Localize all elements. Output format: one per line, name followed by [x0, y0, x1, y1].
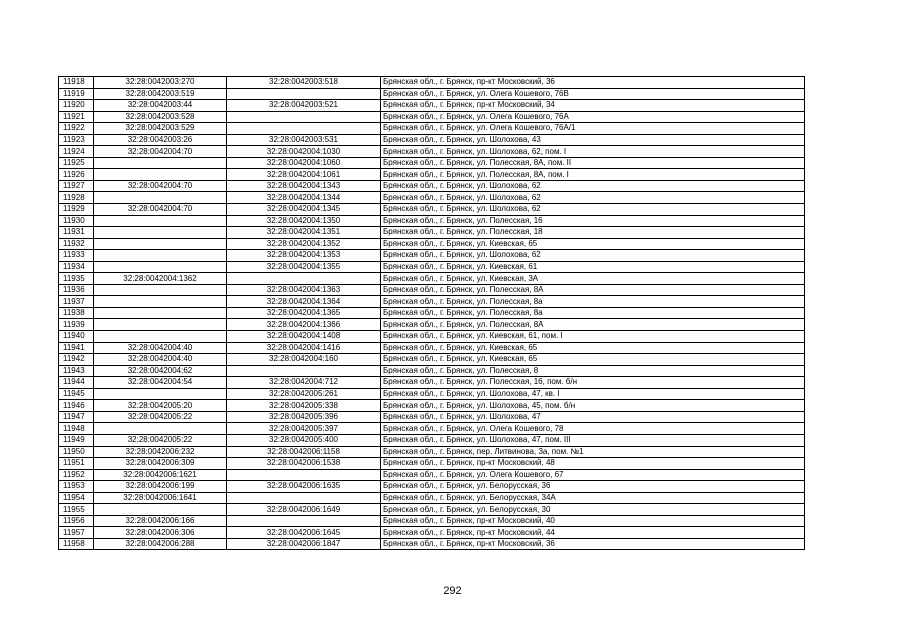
row-number-cell: 11921 [59, 111, 94, 123]
parcel-number-cell: 32:28:0042004:62 [94, 365, 227, 377]
row-number-cell: 11955 [59, 504, 94, 516]
parcel-number-cell [94, 250, 227, 262]
object-number-cell: 32:28:0042004:1344 [227, 192, 381, 204]
table-row [59, 365, 805, 377]
address-cell: Брянская обл., г. Брянск, ул. Белорусская, 34А [381, 492, 805, 504]
address-cell: Брянская обл., г. Брянск, ул. Полесская, 8А [381, 319, 805, 331]
row-number-cell: 11928 [59, 192, 94, 204]
table-row [59, 446, 805, 458]
object-number-cell: 32:28:0042005:396 [227, 411, 381, 423]
object-number-cell: 32:28:0042006:1649 [227, 504, 381, 516]
parcel-number-cell: 32:28:0042004:70 [94, 146, 227, 158]
parcel-number-cell: 32:28:0042006:232 [94, 446, 227, 458]
parcel-number-cell: 32:28:0042004:1362 [94, 273, 227, 285]
address-cell: Брянская обл., г. Брянск, ул. Шолохова, 45, пом. б/н [381, 400, 805, 412]
object-number-cell: 32:28:0042003:518 [227, 77, 381, 89]
object-number-cell [227, 492, 381, 504]
table-row [59, 273, 805, 285]
page-number: 292 [443, 585, 462, 597]
object-number-cell: 32:28:0042004:160 [227, 354, 381, 366]
row-number-cell: 11941 [59, 342, 94, 354]
table-row [59, 227, 805, 239]
object-number-cell [227, 515, 381, 527]
table-row [59, 492, 805, 504]
address-cell: Брянская обл., г. Брянск, ул. Киевская, 65 [381, 354, 805, 366]
address-cell: Брянская обл., г. Брянск, ул. Полесская, 8А, пом. I [381, 169, 805, 181]
address-cell: Брянская обл., г. Брянск, ул. Киевская, 65 [381, 238, 805, 250]
row-number-cell: 11925 [59, 157, 94, 169]
row-number-cell: 11943 [59, 365, 94, 377]
parcel-number-cell [94, 504, 227, 516]
table-row [59, 123, 805, 135]
table-row [59, 538, 805, 550]
table-row [59, 469, 805, 481]
address-cell: Брянская обл., г. Брянск, ул. Олега Кошевого, 76А [381, 111, 805, 123]
row-number-cell: 11927 [59, 180, 94, 192]
row-number-cell: 11937 [59, 296, 94, 308]
object-number-cell: 32:28:0042004:1030 [227, 146, 381, 158]
row-number-cell: 11931 [59, 227, 94, 239]
parcel-number-cell: 32:28:0042006:1621 [94, 469, 227, 481]
table-row [59, 377, 805, 389]
parcel-number-cell: 32:28:0042006:1641 [94, 492, 227, 504]
parcel-number-cell: 32:28:0042005:20 [94, 400, 227, 412]
table-row [59, 354, 805, 366]
row-number-cell: 11956 [59, 515, 94, 527]
table-row [59, 423, 805, 435]
object-number-cell: 32:28:0042004:1353 [227, 250, 381, 262]
table-row [59, 527, 805, 539]
parcel-number-cell [94, 319, 227, 331]
object-number-cell: 32:28:0042004:1366 [227, 319, 381, 331]
row-number-cell: 11932 [59, 238, 94, 250]
address-cell: Брянская обл., г. Брянск, ул. Шолохова, 62 [381, 192, 805, 204]
parcel-number-cell [94, 215, 227, 227]
address-cell: Брянская обл., г. Брянск, пр-кт Московский, 44 [381, 527, 805, 539]
parcel-number-cell: 32:28:0042004:40 [94, 354, 227, 366]
object-number-cell: 32:28:0042004:1355 [227, 261, 381, 273]
row-number-cell: 11952 [59, 469, 94, 481]
address-cell: Брянская обл., г. Брянск, ул. Белорусская, 30 [381, 504, 805, 516]
row-number-cell: 11942 [59, 354, 94, 366]
object-number-cell: 32:28:0042006:1158 [227, 446, 381, 458]
row-number-cell: 11949 [59, 434, 94, 446]
table-row [59, 77, 805, 89]
address-cell: Брянская обл., г. Брянск, ул. Киевская, 61 [381, 261, 805, 273]
parcel-number-cell: 32:28:0042006:306 [94, 527, 227, 539]
object-number-cell [227, 123, 381, 135]
row-number-cell: 11934 [59, 261, 94, 273]
object-number-cell [227, 469, 381, 481]
row-number-cell: 11954 [59, 492, 94, 504]
table-row [59, 284, 805, 296]
table-row [59, 111, 805, 123]
table-row [59, 296, 805, 308]
table-row [59, 204, 805, 216]
parcel-number-cell [94, 169, 227, 181]
object-number-cell: 32:28:0042006:1635 [227, 481, 381, 493]
row-number-cell: 11920 [59, 100, 94, 112]
address-cell: Брянская обл., г. Брянск, ул. Олега Кошевого, 78 [381, 423, 805, 435]
object-number-cell: 32:28:0042005:261 [227, 388, 381, 400]
object-number-cell: 32:28:0042004:1416 [227, 342, 381, 354]
address-cell: Брянская обл., г. Брянск, ул. Киевская, 61, пом. I [381, 331, 805, 343]
cadastral-table [58, 76, 805, 550]
row-number-cell: 11919 [59, 88, 94, 100]
address-cell: Брянская обл., г. Брянск, ул. Олега Кошевого, 67 [381, 469, 805, 481]
object-number-cell: 32:28:0042004:1365 [227, 307, 381, 319]
object-number-cell [227, 88, 381, 100]
address-cell: Брянская обл., г. Брянск, ул. Шолохова, 62 [381, 204, 805, 216]
table-row [59, 307, 805, 319]
table-row [59, 88, 805, 100]
address-cell: Брянская обл., г. Брянск, ул. Полесская, 8А, пом. II [381, 157, 805, 169]
address-cell: Брянская обл., г. Брянск, ул. Шолохова, 62 [381, 250, 805, 262]
address-cell: Брянская обл., г. Брянск, ул. Полесская, 8 [381, 365, 805, 377]
address-cell: Брянская обл., г. Брянск, ул. Олега Кошевого, 76А/1 [381, 123, 805, 135]
address-cell: Брянская обл., г. Брянск, ул. Олега Кошевого, 76В [381, 88, 805, 100]
row-number-cell: 11948 [59, 423, 94, 435]
parcel-number-cell [94, 261, 227, 273]
address-cell: Брянская обл., г. Брянск, ул. Полесская, 16 [381, 215, 805, 227]
parcel-number-cell: 32:28:0042003:528 [94, 111, 227, 123]
address-cell: Брянская обл., г. Брянск, ул. Шолохова, 47 [381, 411, 805, 423]
row-number-cell: 11924 [59, 146, 94, 158]
object-number-cell: 32:28:0042004:712 [227, 377, 381, 389]
object-number-cell: 32:28:0042005:397 [227, 423, 381, 435]
row-number-cell: 11930 [59, 215, 94, 227]
object-number-cell: 32:28:0042005:338 [227, 400, 381, 412]
parcel-number-cell: 32:28:0042004:70 [94, 180, 227, 192]
row-number-cell: 11922 [59, 123, 94, 135]
table-row [59, 319, 805, 331]
row-number-cell: 11957 [59, 527, 94, 539]
address-cell: Брянская обл., г. Брянск, ул. Белорусская, 36 [381, 481, 805, 493]
parcel-number-cell [94, 227, 227, 239]
address-cell: Брянская обл., г. Брянск, пр-кт Московский, 34 [381, 100, 805, 112]
address-cell: Брянская обл., г. Брянск, ул. Киевская, 65 [381, 342, 805, 354]
parcel-number-cell: 32:28:0042006:288 [94, 538, 227, 550]
address-cell: Брянская обл., г. Брянск, пр-кт Московский, 36 [381, 77, 805, 89]
table-row [59, 515, 805, 527]
table-row [59, 400, 805, 412]
table-row [59, 146, 805, 158]
table-row [59, 481, 805, 493]
parcel-number-cell: 32:28:0042003:26 [94, 134, 227, 146]
object-number-cell: 32:28:0042006:1847 [227, 538, 381, 550]
table-row [59, 504, 805, 516]
object-number-cell: 32:28:0042004:1345 [227, 204, 381, 216]
parcel-number-cell: 32:28:0042004:54 [94, 377, 227, 389]
cadastral-table-body [59, 77, 805, 550]
row-number-cell: 11935 [59, 273, 94, 285]
address-cell: Брянская обл., г. Брянск, ул. Полесская, 8а [381, 307, 805, 319]
table-row [59, 342, 805, 354]
parcel-number-cell: 32:28:0042006:309 [94, 458, 227, 470]
object-number-cell [227, 365, 381, 377]
address-cell: Брянская обл., г. Брянск, ул. Полесская, 18 [381, 227, 805, 239]
address-cell: Брянская обл., г. Брянск, ул. Шолохова, 47, пом. III [381, 434, 805, 446]
parcel-number-cell: 32:28:0042003:529 [94, 123, 227, 135]
table-row [59, 192, 805, 204]
object-number-cell: 32:28:0042006:1645 [227, 527, 381, 539]
table-row [59, 238, 805, 250]
parcel-number-cell [94, 157, 227, 169]
row-number-cell: 11946 [59, 400, 94, 412]
parcel-number-cell [94, 331, 227, 343]
object-number-cell: 32:28:0042004:1363 [227, 284, 381, 296]
object-number-cell: 32:28:0042005:400 [227, 434, 381, 446]
row-number-cell: 11945 [59, 388, 94, 400]
table-row [59, 411, 805, 423]
table-row [59, 134, 805, 146]
object-number-cell: 32:28:0042003:521 [227, 100, 381, 112]
address-cell: Брянская обл., г. Брянск, ул. Шолохова, 43 [381, 134, 805, 146]
address-cell: Брянская обл., г. Брянск, пр-кт Московский, 40 [381, 515, 805, 527]
address-cell: Брянская обл., г. Брянск, пер. Литвинова, 3а, пом. №1 [381, 446, 805, 458]
parcel-number-cell: 32:28:0042006:166 [94, 515, 227, 527]
table-row [59, 180, 805, 192]
object-number-cell: 32:28:0042004:1352 [227, 238, 381, 250]
table-row [59, 169, 805, 181]
table-row [59, 458, 805, 470]
address-cell: Брянская обл., г. Брянск, ул. Шолохова, 62 [381, 180, 805, 192]
parcel-number-cell: 32:28:0042005:22 [94, 434, 227, 446]
parcel-number-cell: 32:28:0042005:22 [94, 411, 227, 423]
object-number-cell: 32:28:0042004:1350 [227, 215, 381, 227]
object-number-cell [227, 273, 381, 285]
row-number-cell: 11944 [59, 377, 94, 389]
parcel-number-cell [94, 296, 227, 308]
address-cell: Брянская обл., г. Брянск, ул. Шолохова, 47, кв. I [381, 388, 805, 400]
row-number-cell: 11918 [59, 77, 94, 89]
object-number-cell: 32:28:0042004:1061 [227, 169, 381, 181]
row-number-cell: 11958 [59, 538, 94, 550]
table-row [59, 388, 805, 400]
table-row [59, 215, 805, 227]
table-row [59, 100, 805, 112]
parcel-number-cell: 32:28:0042003:270 [94, 77, 227, 89]
parcel-number-cell [94, 307, 227, 319]
table-row [59, 434, 805, 446]
parcel-number-cell [94, 423, 227, 435]
parcel-number-cell [94, 284, 227, 296]
row-number-cell: 11929 [59, 204, 94, 216]
row-number-cell: 11939 [59, 319, 94, 331]
parcel-number-cell: 32:28:0042004:40 [94, 342, 227, 354]
parcel-number-cell: 32:28:0042004:70 [94, 204, 227, 216]
object-number-cell: 32:28:0042004:1408 [227, 331, 381, 343]
address-cell: Брянская обл., г. Брянск, ул. Полесская, 8а [381, 296, 805, 308]
row-number-cell: 11950 [59, 446, 94, 458]
parcel-number-cell: 32:28:0042006:199 [94, 481, 227, 493]
object-number-cell: 32:28:0042004:1060 [227, 157, 381, 169]
table-row [59, 250, 805, 262]
row-number-cell: 11951 [59, 458, 94, 470]
table-row [59, 331, 805, 343]
address-cell: Брянская обл., г. Брянск, ул. Полесская, 16, пом. б/н [381, 377, 805, 389]
row-number-cell: 11936 [59, 284, 94, 296]
row-number-cell: 11940 [59, 331, 94, 343]
table-row [59, 261, 805, 273]
object-number-cell: 32:28:0042004:1343 [227, 180, 381, 192]
table-row [59, 157, 805, 169]
object-number-cell: 32:28:0042003:531 [227, 134, 381, 146]
row-number-cell: 11953 [59, 481, 94, 493]
object-number-cell [227, 111, 381, 123]
row-number-cell: 11947 [59, 411, 94, 423]
parcel-number-cell [94, 388, 227, 400]
address-cell: Брянская обл., г. Брянск, ул. Киевская, 3А [381, 273, 805, 285]
address-cell: Брянская обл., г. Брянск, ул. Полесская, 8А [381, 284, 805, 296]
row-number-cell: 11923 [59, 134, 94, 146]
parcel-number-cell: 32:28:0042003:44 [94, 100, 227, 112]
parcel-number-cell [94, 238, 227, 250]
object-number-cell: 32:28:0042004:1364 [227, 296, 381, 308]
row-number-cell: 11938 [59, 307, 94, 319]
row-number-cell: 11926 [59, 169, 94, 181]
address-cell: Брянская обл., г. Брянск, ул. Шолохова, 62, пом. I [381, 146, 805, 158]
address-cell: Брянская обл., г. Брянск, пр-кт Московский, 36 [381, 538, 805, 550]
object-number-cell: 32:28:0042006:1538 [227, 458, 381, 470]
address-cell: Брянская обл., г. Брянск, пр-кт Московский, 48 [381, 458, 805, 470]
row-number-cell: 11933 [59, 250, 94, 262]
parcel-number-cell [94, 192, 227, 204]
object-number-cell: 32:28:0042004:1351 [227, 227, 381, 239]
parcel-number-cell: 32:28:0042003:519 [94, 88, 227, 100]
